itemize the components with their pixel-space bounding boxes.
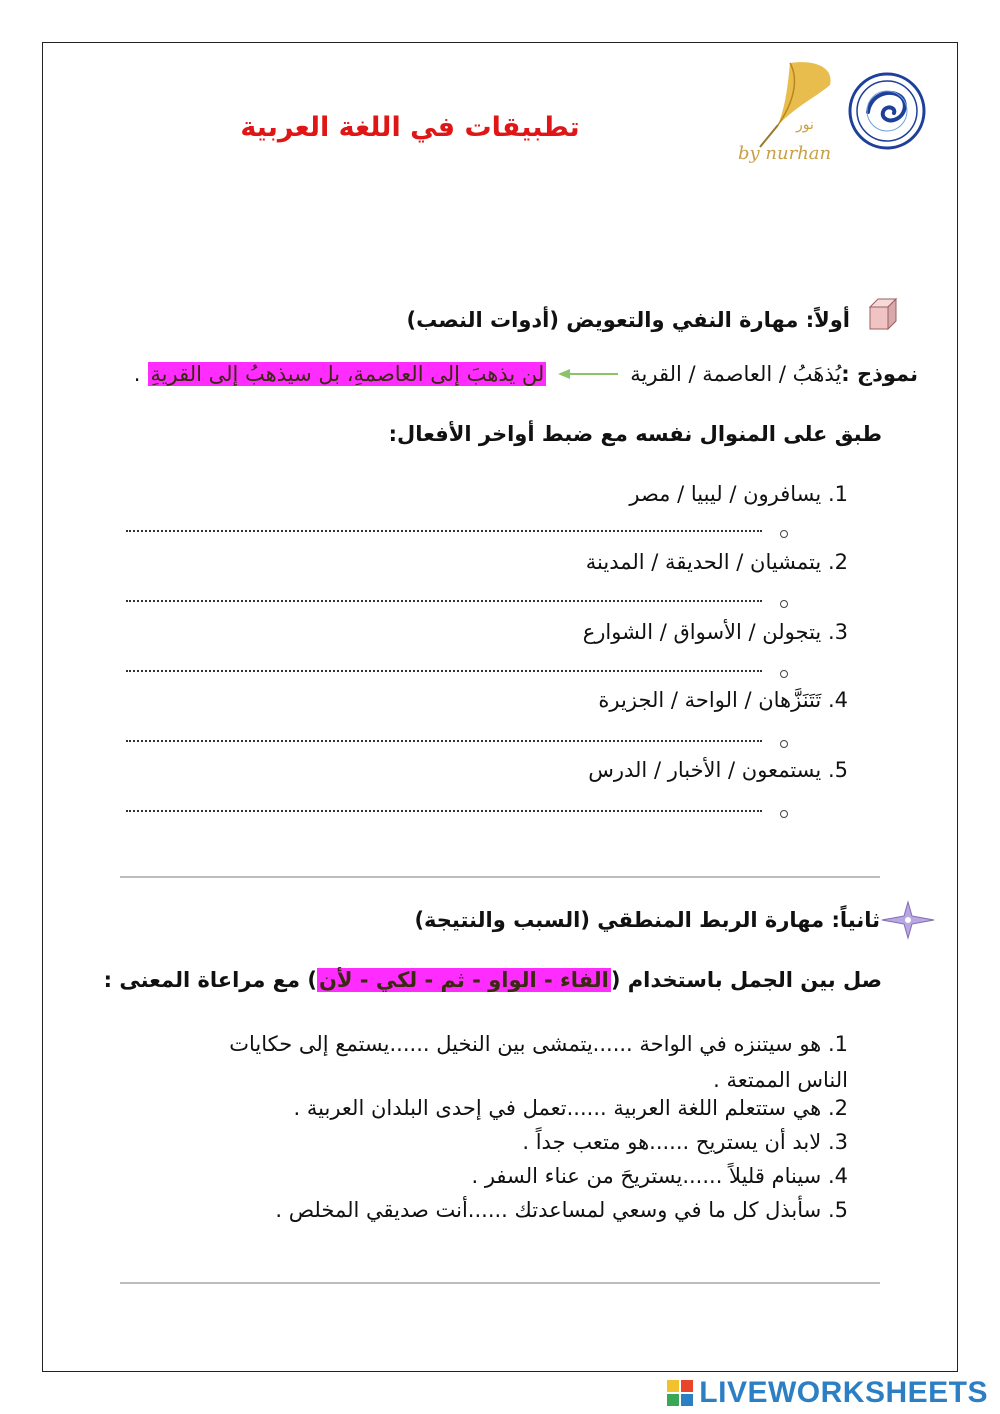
answer-line-1[interactable] (126, 530, 762, 532)
exercise-item: 1. يسافرون / ليبيا / مصر (629, 482, 848, 506)
signature-arabic: نور (796, 117, 814, 133)
model-line (134, 362, 918, 386)
institute-emblem (848, 72, 926, 150)
bullet-icon (780, 600, 788, 608)
arrow-icon (556, 364, 620, 384)
link-sentence: 5. سأبذل كل ما في وسعي لمساعدتك ......أنت صديقي المخلص . (275, 1198, 848, 1222)
signature-logo (720, 55, 845, 165)
model-label: نموذج : (841, 362, 918, 386)
connectors-highlight: الفاء - الواو - ثم - لكي - لأن (318, 968, 609, 992)
footer-brand: LIVEWORKSHEETS (699, 1376, 988, 1409)
sparkle-icon (880, 900, 936, 940)
model-end: . (133, 362, 141, 386)
exercise-item: 4. تَتَنَزَّهان / الواحة / الجزيرة (598, 688, 848, 712)
model-prompt: يُذهَبُ / العاصمة / القرية (630, 362, 842, 386)
exercise-item: 2. يتمشيان / الحديقة / المدينة (585, 550, 848, 574)
section-divider (120, 876, 880, 878)
signature-text: by nurhan (738, 143, 832, 164)
model-answer: لن يذهبَ إلى العاصمةِ، بل سيذهبُ إلى القريةِ (150, 362, 545, 386)
link-sentence: 1. هو سيتنزه في الواحة ......يتمشى بين النخيل ......يستمع إلى حكايات الناس الممتعة . (229, 1032, 848, 1092)
liveworksheets-icon (667, 1380, 693, 1406)
quill-icon (720, 55, 845, 165)
section-divider (120, 1282, 880, 1284)
link-sentence: 4. سينام قليلاً ......يستريحَ من عناء السفر . (471, 1164, 848, 1188)
link-sentence: 2. هي ستتعلم اللغة العربية ......تعمل في إحدى البلدان العربية . (293, 1096, 848, 1120)
bullet-icon (780, 530, 788, 538)
cube-icon (862, 295, 900, 333)
bullet-icon (780, 810, 788, 818)
bullet-icon (780, 670, 788, 678)
section2-heading: ثانياً: مهارة الربط المنطقي (السبب والنتيجة) (414, 908, 880, 932)
bullet-icon (780, 740, 788, 748)
section1-heading: أولاً: مهارة النفي والتعويض (أدوات النصب) (406, 308, 850, 332)
exercise-item: 3. يتجولن / الأسواق / الشوارع (582, 620, 848, 644)
answer-line-2[interactable] (126, 600, 762, 602)
liveworksheets-logo[interactable] (667, 1372, 988, 1414)
answer-line-4[interactable] (126, 740, 762, 742)
section1-instruction: طبق على المنوال نفسه مع ضبط أواخر الأفعال: (388, 422, 882, 446)
link-sentence: 3. لابد أن يستريح ......هو متعب جداً . (522, 1130, 848, 1154)
answer-line-3[interactable] (126, 670, 762, 672)
section2-instruction: صل بين الجمل باستخدام (الفاء - الواو - ثم - لكي - لأن) مع مراعاة المعنى : (103, 968, 882, 992)
answer-line-5[interactable] (126, 810, 762, 812)
page-title: تطبيقات في اللغة العربية (240, 112, 580, 143)
exercise-item: 5. يستمعون / الأخبار / الدرس (588, 758, 848, 782)
